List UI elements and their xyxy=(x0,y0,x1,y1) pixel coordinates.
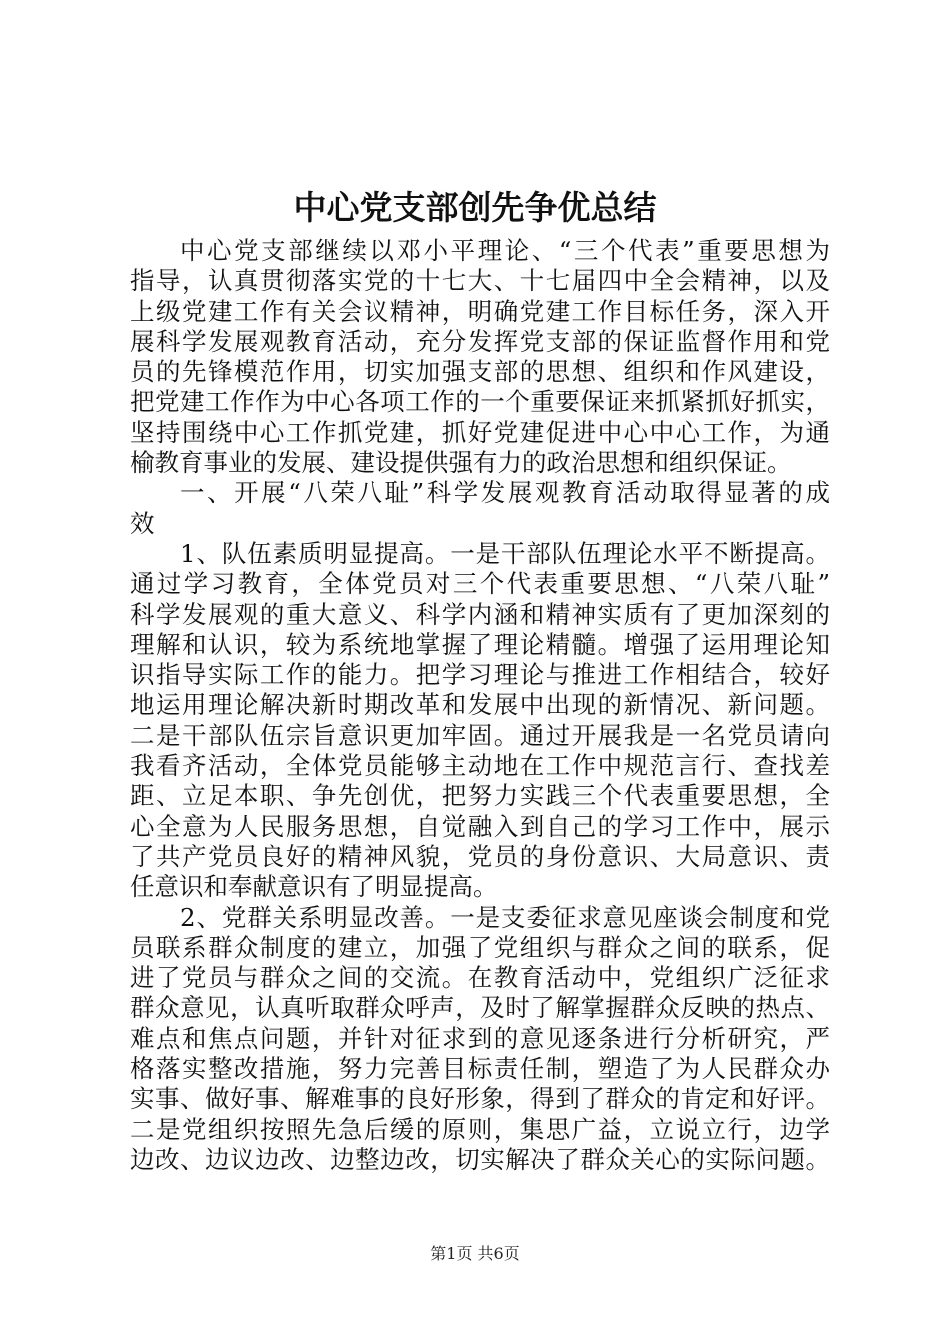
text-line: 边改、边议边改、边整边改，切实解决了群众关心的实际问题。 xyxy=(130,1144,830,1174)
text-line: 进了党员与群众之间的交流。在教育活动中，党组织广泛征求 xyxy=(130,963,830,993)
text-line: 通过学习教育，全体党员对三个代表重要思想、“八荣八耻” xyxy=(130,569,830,599)
text-line: 科学发展观的重大意义、科学内涵和精神实质有了更加深刻的 xyxy=(130,599,830,629)
text-line: 距、立足本职、争先创优，把努力实践三个代表重要思想，全 xyxy=(130,781,830,811)
text-line: 群众意见，认真听取群众呼声，及时了解掌握群众反映的热点、 xyxy=(130,993,830,1023)
section-heading: 一、开展“八荣八耻”科学发展观教育活动取得显著的成 xyxy=(180,478,830,508)
text-line: 理解和认识，较为系统地掌握了理论精髓。增强了运用理论知 xyxy=(130,629,830,659)
text-line: 了共产党员良好的精神风貌，党员的身份意识、大局意识、责 xyxy=(130,841,830,871)
text-line: 格落实整改措施，努力完善目标责任制，塑造了为人民群众办 xyxy=(130,1054,830,1084)
text-line: 中心党支部继续以邓小平理论、“三个代表”重要思想为 xyxy=(180,236,830,265)
text-line: 坚持围绕中心工作抓党建，抓好党建促进中心中心工作，为通 xyxy=(130,417,830,447)
page-footer: 第1页 共6页 xyxy=(430,1244,520,1263)
text-line: 指导，认真贯彻落实党的十七大、十七届四中全会精神，以及 xyxy=(130,266,830,296)
text-line: 员联系群众制度的建立，加强了党组织与群众之间的联系，促 xyxy=(130,932,830,962)
text-line: 识指导实际工作的能力。把学习理论与推进工作相结合，较好 xyxy=(130,660,830,690)
text-line: 难点和焦点问题，并针对征求到的意见逐条进行分析研究，严 xyxy=(130,1023,830,1053)
text-line: 把党建工作作为中心各项工作的一个重要保证来抓紧抓好抓实， xyxy=(130,387,830,417)
text-line: 地运用理论解决新时期改革和发展中出现的新情况、新问题。 xyxy=(130,690,830,720)
text-line: 榆教育事业的发展、建设提供强有力的政治思想和组织保证。 xyxy=(130,448,792,478)
text-line: 我看齐活动，全体党员能够主动地在工作中规范言行、查找差 xyxy=(130,751,830,781)
text-line: 1、队伍素质明显提高。一是干部队伍理论水平不断提高。 xyxy=(180,538,830,568)
text-line: 上级党建工作有关会议精神，明确党建工作目标任务，深入开 xyxy=(130,296,830,326)
section-heading-cont: 效 xyxy=(130,508,155,538)
text-line: 二是干部队伍宗旨意识更加牢固。通过开展我是一名党员请向 xyxy=(130,720,830,750)
text-line: 任意识和奉献意识有了明显提高。 xyxy=(130,872,498,902)
text-line: 展科学发展观教育活动，充分发挥党支部的保证监督作用和党 xyxy=(130,326,830,356)
text-line: 员的先锋模范作用，切实加强支部的思想、组织和作风建设， xyxy=(130,357,830,387)
document-body xyxy=(130,236,830,1175)
text-line: 实事、做好事、解难事的良好形象，得到了群众的肯定和好评。 xyxy=(130,1084,830,1114)
text-line: 2、党群关系明显改善。一是支委征求意见座谈会制度和党 xyxy=(180,902,830,932)
text-line: 二是党组织按照先急后缓的原则，集思广益，立说立行，边学 xyxy=(130,1114,830,1144)
text-line: 心全意为人民服务思想，自觉融入到自己的学习工作中，展示 xyxy=(130,811,830,841)
document-title: 中心党支部创先争优总结 xyxy=(293,188,657,227)
